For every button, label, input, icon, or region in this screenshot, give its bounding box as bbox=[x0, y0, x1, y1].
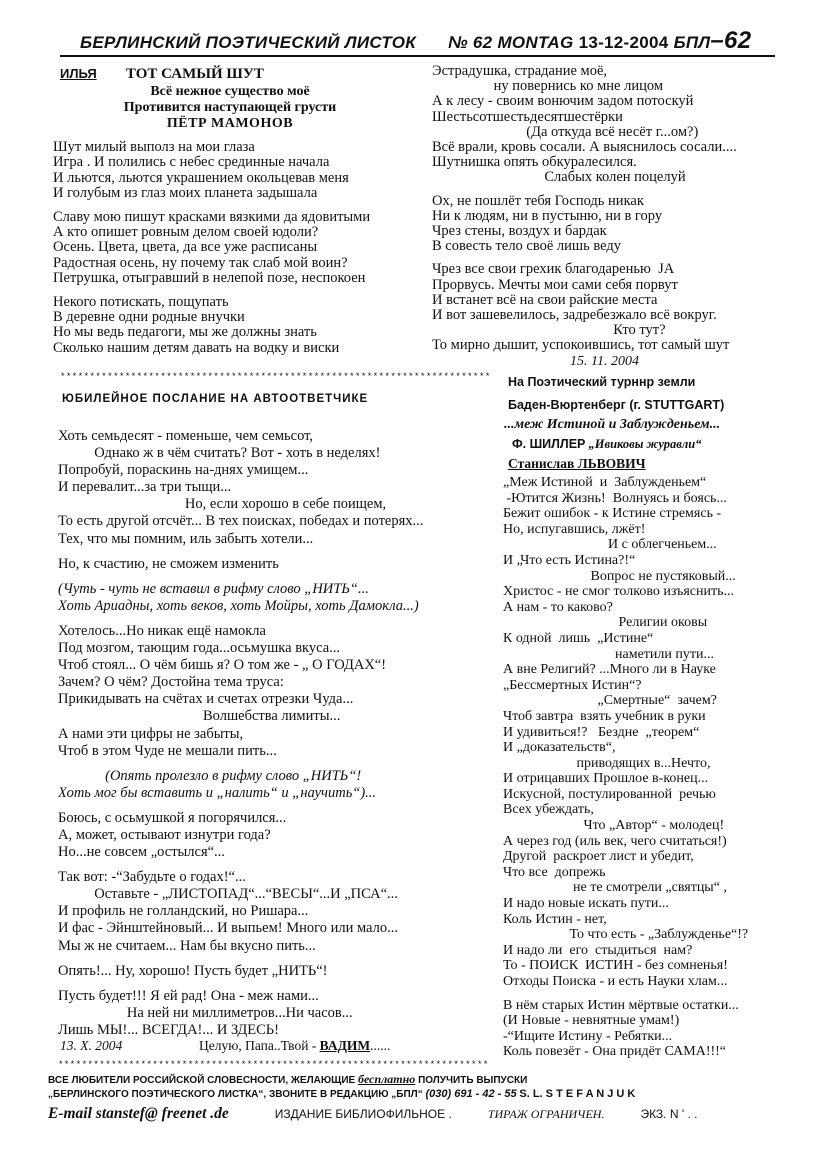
poem1-heading bbox=[60, 66, 264, 83]
footer-line2 bbox=[48, 1088, 635, 1100]
verse-line: Всё врали, кровь сосали. А выяснилось сосали.... bbox=[432, 139, 737, 156]
verse-line: Мы ж не считаем... Нам бы вкусно пить... bbox=[58, 937, 316, 954]
footer-run: ТИРАЖ ОГРАНИЧЕН. bbox=[487, 1107, 605, 1121]
verse-line: Славу мою пишут красками вязкими да ядовитыми bbox=[53, 208, 371, 225]
verse-line: И отрицавших Прошлое в-конец... bbox=[503, 771, 709, 787]
footer-line3 bbox=[48, 1105, 788, 1123]
verse-line: И профиль не голландский, но Ришара... bbox=[58, 903, 309, 920]
verse-line: (Да откуда всё несёт г...ом?) bbox=[432, 123, 699, 140]
footer-text: ПОЛУЧИТЬ ВЫПУСКИ bbox=[418, 1075, 528, 1086]
verse-line: (Опять пролезло в рифму слово „НИТЬ“! bbox=[58, 767, 362, 784]
verse-line: Но, к счастию, не сможем изменить bbox=[58, 555, 279, 572]
verse-line: И надо ли его стыдиться нам? bbox=[503, 942, 693, 958]
verse-line: Так вот: -“Забудьте о годах!“... bbox=[58, 869, 246, 886]
verse-line: Что „Автор“ - молодец! bbox=[503, 818, 725, 834]
verse-line: И встанет всё на свои райские места bbox=[432, 291, 658, 308]
verse-line: Что все допрежь bbox=[503, 864, 606, 880]
verse-line: Чтоб завтра взять учебник в руки bbox=[503, 708, 706, 724]
poem3-subtitle: ...меж Истиной и Заблужденьем... bbox=[504, 417, 721, 432]
verse-line: А, может, остывают изнутри года? bbox=[58, 826, 271, 843]
footer-divider: ************************************************************************* bbox=[58, 1060, 489, 1070]
poem2-date: 13. X. 2004 bbox=[60, 1038, 123, 1053]
verse-line: ну повернись ко мне лицом bbox=[432, 78, 663, 95]
verse-line: Некого потискать, пощупать bbox=[53, 293, 229, 310]
masthead-title: БЕРЛИНСКИЙ ПОЭТИЧЕСКИЙ ЛИСТОК bbox=[80, 33, 417, 52]
verse-line: Кто тут? bbox=[432, 322, 666, 339]
verse-line: не те смотрели „святцы“ , bbox=[503, 880, 727, 896]
poem3-body bbox=[503, 475, 803, 1060]
poem2-title: ЮБИЛЕЙНОЕ ПОСЛАНИЕ НА АВТООТВЕТЧИКЕ bbox=[62, 393, 369, 405]
verse-line: Осень. Цвета, цвета, да все уже расписаны bbox=[53, 239, 318, 256]
poem2-body bbox=[58, 428, 498, 1039]
verse-line: В нём старых Истин мёртвые остатки... bbox=[503, 997, 739, 1013]
verse-line: А вне Религий? ...Много ли в Науке bbox=[503, 662, 716, 678]
footer-line1 bbox=[48, 1072, 527, 1087]
verse-line: Опять!... Ну, хорошо! Пусть будет „НИТЬ“! bbox=[58, 962, 328, 979]
verse-line: А кто опишет ровным делом своей юдоли? bbox=[53, 224, 319, 241]
verse-line: И надо новые искать пути... bbox=[503, 896, 669, 912]
verse-line: И „Что есть Истина?!“ bbox=[503, 552, 636, 568]
verse-line: И перевалит...за три тыщи... bbox=[58, 479, 232, 496]
verse-line: Оставьте - „ЛИСТОПАД“...“ВЕСЫ“...И „ПСА“... bbox=[58, 886, 398, 903]
verse-line: „Меж Истиной и Заблужденьем“ bbox=[503, 475, 707, 490]
poem1-title: ТОТ САМЫЙ ШУТ bbox=[125, 66, 264, 82]
poem1-left-column bbox=[53, 140, 423, 356]
verse-line: Сколько нашим детям давать на водку и виски bbox=[53, 339, 340, 356]
header-rule bbox=[60, 55, 775, 57]
verse-line: Шестьсотшестьдесятшестёрки bbox=[432, 108, 623, 125]
verse-line bbox=[58, 955, 498, 963]
verse-line: Хоть Ариадны, хоть веков, хоть Мойры, хоть Дамокла...) bbox=[58, 597, 419, 614]
verse-line: И „доказательств“, bbox=[503, 740, 616, 756]
epigraph-line: Противится наступающей грусти bbox=[123, 100, 337, 116]
poem2-sign: Целую, Папа..Твой - bbox=[199, 1038, 320, 1053]
verse-line: И льются, льются украшением окольцевав меня bbox=[53, 169, 349, 186]
verse-line: Религии оковы bbox=[503, 615, 708, 631]
footer-phone: (030) 691 - 42 - 55 bbox=[425, 1088, 517, 1100]
verse-line: „Бессмертных Истин“? bbox=[503, 677, 642, 693]
issue-number: № 62 bbox=[448, 33, 493, 52]
verse-line: Хоть семьдесят - поменьше, чем семьсот, bbox=[58, 428, 314, 444]
verse-line: Но, испугавшись, лжёт! bbox=[503, 521, 646, 537]
verse-line: (Чуть - чуть не вставил в рифму слово „НИТЬ“... bbox=[58, 580, 369, 597]
footer-email[interactable]: E-mail stanstef@ freenet .de bbox=[48, 1105, 229, 1122]
verse-line: Боюсь, с осьмушкой я погорячился... bbox=[58, 809, 287, 826]
verse-line: Под мозгом, тающим года...осьмушка вкуса... bbox=[58, 640, 341, 657]
verse-line: Эстрадушка, страдание моё, bbox=[432, 63, 608, 79]
footer-copy: ЭКЗ. N ' . . bbox=[640, 1107, 698, 1121]
poem2-sign-name: ВАДИМ bbox=[319, 1038, 371, 1053]
poem2-sign-dots: ...... bbox=[370, 1038, 391, 1053]
verse-line bbox=[58, 802, 498, 810]
verse-line: И вот зашевелилось, задребезжало всё вокруг. bbox=[432, 307, 717, 324]
footer-text: ВСЕ ЛЮБИТЕЛИ РОССИЙСКОЙ СЛОВЕСНОСТИ, ЖЕЛАЮЩИЕ bbox=[48, 1075, 356, 1086]
verse-line: Ни к людям, ни в пустыню, ни в гору bbox=[432, 207, 663, 224]
verse-line: То что есть - „Заблужденье“!? bbox=[503, 927, 749, 943]
verse-line: Всех убеждать, bbox=[503, 802, 594, 818]
poem1-right-column bbox=[432, 64, 777, 354]
verse-line: Прикидывать на счётах и счетах отрезки Чуда... bbox=[58, 691, 354, 708]
verse-line: Слабых колен поцелуй bbox=[432, 169, 686, 186]
verse-line: Шутнишка опять обкуралесился. bbox=[432, 154, 637, 171]
verse-line: Хотелось...Но никак ещё намокла bbox=[58, 622, 266, 639]
poem2-footer bbox=[60, 1038, 390, 1054]
verse-line: Коль повезёт - Она придёт САМА!!!“ bbox=[503, 1044, 727, 1060]
verse-line: В совесть тело своё лишь веду bbox=[432, 238, 621, 255]
verse-line: На ней ни миллиметров...Ни часов... bbox=[58, 1004, 353, 1021]
masthead bbox=[80, 27, 760, 55]
verse-line: Но мы ведь педагоги, мы же должны знать bbox=[53, 324, 317, 341]
verse-line: То - ПОИСК ИСТИН - без сомненья! bbox=[503, 958, 728, 974]
verse-line: То есть другой отсчёт... В тех поисках, победах и потерях... bbox=[58, 513, 424, 530]
verse-line bbox=[58, 760, 498, 768]
verse-line: приводящих в...Нечто, bbox=[503, 755, 711, 771]
verse-line bbox=[58, 548, 498, 556]
verse-line: (И Новые - невнятные умам!) bbox=[503, 1013, 680, 1029]
section-divider: ************************************************************************* bbox=[60, 372, 491, 382]
verse-line: Чрез стены, воздух и бардак bbox=[432, 223, 607, 240]
verse-line bbox=[58, 980, 498, 988]
poem1-author: ИЛЬЯ bbox=[60, 66, 97, 81]
verse-line: Чтоб в этом Чуде не мешали пить... bbox=[58, 742, 277, 759]
poem3-ref-title: „Ивиковы журавли“ bbox=[588, 437, 702, 451]
verse-line: Попробуй, пораскинь на-днях умищем... bbox=[58, 462, 309, 479]
verse-line: Бежит ошибок - к Истине стремясь - bbox=[503, 506, 722, 522]
issue-weekday: MONTAG bbox=[497, 33, 574, 52]
verse-line: Другой раскроет лист и убедит, bbox=[503, 849, 694, 865]
verse-line bbox=[58, 615, 498, 623]
verse-line: Радостная осень, ну почему так слаб мой воин? bbox=[53, 254, 348, 271]
verse-line: „Смертные“ зачем? bbox=[503, 693, 717, 709]
verse-line: Волшебства лимиты... bbox=[58, 708, 341, 725]
verse-line: А нами эти цифры не забыты, bbox=[58, 725, 244, 742]
verse-line: наметили пути... bbox=[503, 646, 714, 662]
verse-line: Тех, что мы помним, иль забыть хотели... bbox=[58, 530, 314, 547]
verse-line: Зачем? О чём? Достойна тема труса: bbox=[58, 674, 284, 691]
verse-line: И фас - Эйнштейновый... И выпьем! Много или мало... bbox=[58, 920, 398, 937]
verse-line: -Ютится Жизнь! Волнуясь и боясь... bbox=[503, 490, 727, 506]
footer-free: бесплатно bbox=[357, 1072, 416, 1086]
poem1-date: 15. 11. 2004 bbox=[570, 354, 639, 369]
verse-line: Отходы Поиска - и есть Науки хлам... bbox=[503, 974, 728, 989]
verse-line: Чтоб стоял... О чём бишь я? О том же - „ О ГОДАХ“! bbox=[58, 657, 387, 674]
epigraph-author: ПЁТР МАМОНОВ bbox=[166, 116, 294, 132]
verse-line: Лишь МЫ!... ВСЕГДА!... И ЗДЕСЬ! bbox=[58, 1021, 279, 1038]
footer-name: S. L. S T E F A N J U K bbox=[519, 1088, 636, 1100]
verse-line: Искусной, постулированной речью bbox=[503, 786, 716, 802]
verse-line: Чрез все свои грехик благодаренью JA bbox=[432, 261, 675, 278]
verse-line: Христос - не смог толково изъяснить... bbox=[503, 584, 734, 600]
verse-line bbox=[503, 990, 803, 998]
verse-line: Но, если хорошо в себе поищем, bbox=[58, 496, 387, 513]
poem3-ref-author: Ф. ШИЛЛЕР bbox=[512, 437, 586, 451]
verse-line: Игра . И полились с небес срединные начала bbox=[53, 154, 330, 171]
verse-line: Но...не совсем „остылся“... bbox=[58, 844, 225, 861]
verse-line: Однако ж в чём считать? Вот - хоть в неделях! bbox=[58, 445, 381, 462]
verse-line: А через год (иль век, чего считаться!) bbox=[503, 833, 727, 849]
verse-line: Пусть будет!!! Я ей рад! Она - меж нами... bbox=[58, 987, 319, 1004]
verse-line bbox=[58, 573, 498, 581]
verse-line: Петрушка, отыгравший в нелепой позе, неспокоен bbox=[53, 270, 366, 287]
issue-code-number: –62 bbox=[710, 27, 752, 54]
footer-edition: ИЗДАНИЕ БИБЛИОФИЛЬНОЕ . bbox=[274, 1107, 452, 1121]
verse-line bbox=[58, 861, 498, 869]
poem3-author: Станислав ЛЬВОВИЧ bbox=[508, 456, 646, 471]
verse-line: Ох, не пошлёт тебя Господь никак bbox=[432, 192, 644, 209]
verse-line: Коль Истин - нет, bbox=[503, 911, 607, 927]
verse-line: И удивиться!? Бездне „теорем“ bbox=[503, 724, 700, 740]
footer-editorial: „БЕРЛИНСКОГО ПОЭТИЧЕСКОГО ЛИСТКА“, ЗВОНИТЕ В РЕДАКЦИЮ „БПЛ“ bbox=[48, 1089, 423, 1100]
verse-line: Хоть мог бы вставить и „налить“ и „научить“)... bbox=[58, 784, 377, 801]
verse-line: К одной лишь „Истине“ bbox=[503, 630, 654, 646]
poem3-header-line1: На Поэтический турннр земли bbox=[508, 375, 696, 389]
verse-line: А нам - то каково? bbox=[503, 599, 613, 615]
verse-line: Вопрос не пустяковый... bbox=[503, 568, 736, 584]
verse-line: И голубым из глаз моих планета задышала bbox=[53, 185, 318, 202]
verse-line: А к лесу - своим вонючим задом потоскуй bbox=[432, 93, 694, 110]
issue-date: 13-12-2004 bbox=[578, 33, 669, 52]
verse-line: Прорвусь. Мечты мои сами себя порвут bbox=[432, 276, 678, 293]
verse-line: Шут милый выполз на мои глаза bbox=[53, 139, 255, 155]
verse-line: То мирно дышит, успокоившись, тот самый шут bbox=[432, 337, 730, 354]
poem3-reference bbox=[512, 437, 702, 452]
verse-line: В деревне одни родные внучки bbox=[53, 309, 245, 326]
epigraph-line: Всё нежное существо моё bbox=[150, 84, 310, 99]
verse-line: -“Ищите Истину - Ребятки... bbox=[503, 1028, 673, 1044]
poem1-epigraph bbox=[60, 84, 400, 133]
verse-line: И с облегченьем... bbox=[503, 537, 717, 553]
issue-code: БПЛ bbox=[673, 33, 711, 52]
poem3-header-line2: Баден-Вюртенберг (г. STUTTGART) bbox=[508, 398, 725, 412]
